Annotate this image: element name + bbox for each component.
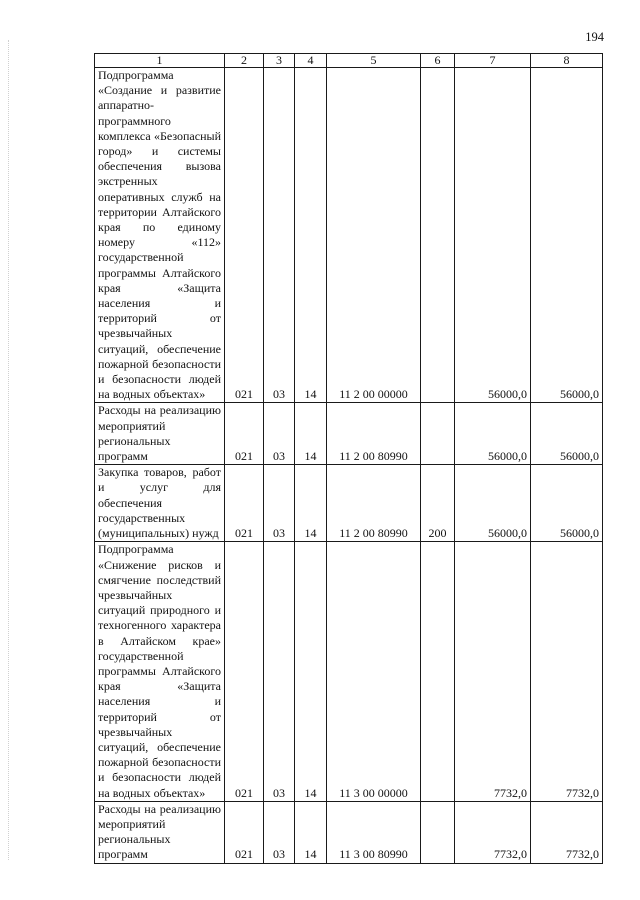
row-admin-code: 021 <box>225 403 264 465</box>
row-amount-col8: 56000,0 <box>531 403 603 465</box>
row-subsection: 14 <box>295 403 327 465</box>
table-row <box>95 542 603 801</box>
row-admin-code: 021 <box>225 542 264 801</box>
header-row <box>95 54 603 68</box>
row-subsection: 14 <box>295 542 327 801</box>
row-amount-col8: 56000,0 <box>531 465 603 542</box>
row-expense-type <box>421 542 455 801</box>
table-row <box>95 68 603 403</box>
row-amount-col8: 7732,0 <box>531 542 603 801</box>
header-col-1: 1 <box>95 54 225 68</box>
row-expense-type <box>421 403 455 465</box>
row-target-item: 11 2 00 00000 <box>327 68 421 403</box>
table-row <box>95 801 603 863</box>
row-amount-col7: 56000,0 <box>455 68 531 403</box>
header-col-7: 7 <box>455 54 531 68</box>
row-target-item: 11 2 00 80990 <box>327 403 421 465</box>
row-expense-type: 200 <box>421 465 455 542</box>
row-section: 03 <box>264 68 295 403</box>
budget-table <box>94 53 603 864</box>
page-number: 194 <box>585 30 604 44</box>
row-name: Закупка товаров, работ и услуг для обеспечения государственных (муниципальных) нужд <box>95 465 225 542</box>
row-target-item: 11 3 00 80990 <box>327 801 421 863</box>
row-section: 03 <box>264 542 295 801</box>
header-col-3: 3 <box>264 54 295 68</box>
row-amount-col7: 56000,0 <box>455 403 531 465</box>
row-name: Расходы на реализацию мероприятий региональных программ <box>95 801 225 863</box>
row-name: Подпрограмма «Создание и развитие аппаратно-программного комплекса «Безопасный город» и системы обеспечения вызова экстренных оперативных служб на территории Алтайского края по единому номеру «112» государственной программы Алтайского края «Защита населения и территорий от чрезвычайных ситуаций, обеспечение пожарной безопасности и безопасности людей на водных объектах» <box>95 68 225 403</box>
row-amount-col7: 56000,0 <box>455 465 531 542</box>
header-col-8: 8 <box>531 54 603 68</box>
row-expense-type <box>421 68 455 403</box>
row-name: Расходы на реализацию мероприятий региональных программ <box>95 403 225 465</box>
row-subsection: 14 <box>295 801 327 863</box>
row-admin-code: 021 <box>225 465 264 542</box>
row-subsection: 14 <box>295 68 327 403</box>
row-section: 03 <box>264 403 295 465</box>
table-row <box>95 403 603 465</box>
row-amount-col7: 7732,0 <box>455 801 531 863</box>
header-col-4: 4 <box>295 54 327 68</box>
row-amount-col8: 56000,0 <box>531 68 603 403</box>
row-expense-type <box>421 801 455 863</box>
header-col-6: 6 <box>421 54 455 68</box>
row-section: 03 <box>264 465 295 542</box>
row-section: 03 <box>264 801 295 863</box>
row-admin-code: 021 <box>225 68 264 403</box>
row-admin-code: 021 <box>225 801 264 863</box>
row-name: Подпрограмма «Снижение рисков и смягчение последствий чрезвычайных ситуаций природного и техногенного характера в Алтайском крае» государственной программы Алтайского края «Защита населения и территорий от чрезвычайных ситуаций, обеспечение пожарной безопасности и безопасности людей на водных объектах» <box>95 542 225 801</box>
header-col-5: 5 <box>327 54 421 68</box>
scan-margin-rule <box>8 40 10 860</box>
row-target-item: 11 3 00 00000 <box>327 542 421 801</box>
header-col-2: 2 <box>225 54 264 68</box>
row-amount-col7: 7732,0 <box>455 542 531 801</box>
row-amount-col8: 7732,0 <box>531 801 603 863</box>
row-target-item: 11 2 00 80990 <box>327 465 421 542</box>
table-row <box>95 465 603 542</box>
row-subsection: 14 <box>295 465 327 542</box>
